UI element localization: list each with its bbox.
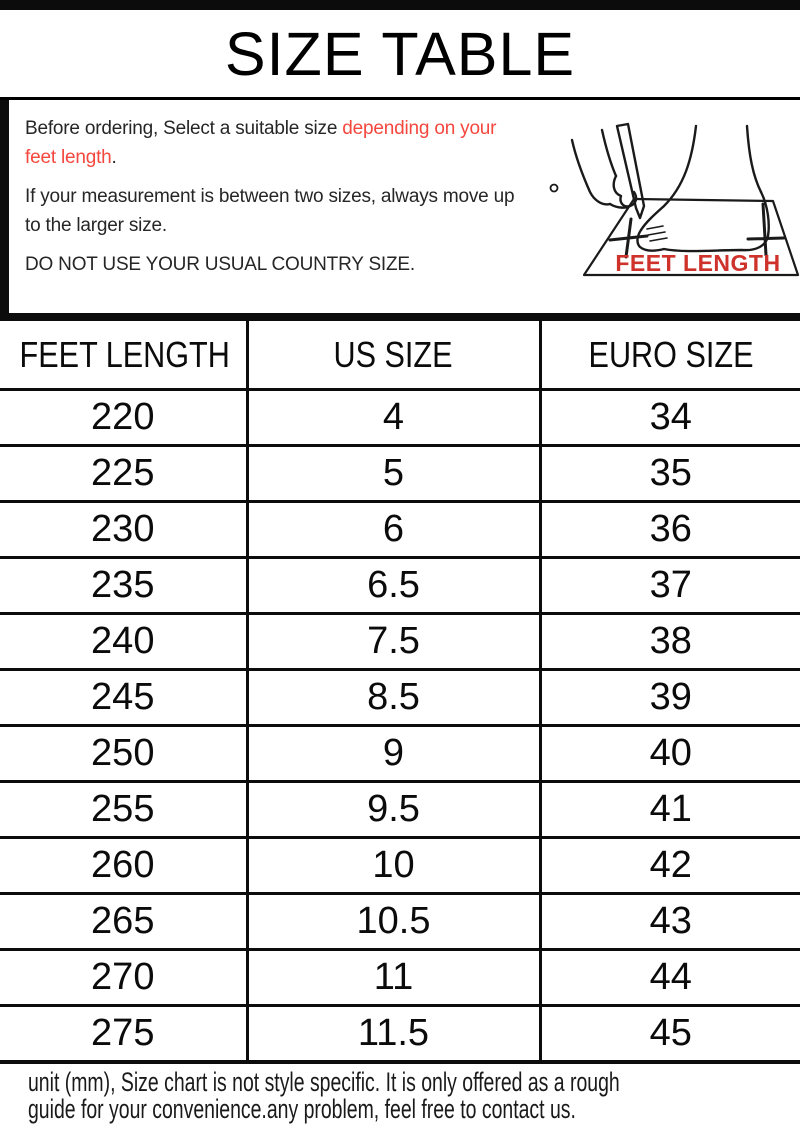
instruction-highlight: feet length xyxy=(25,147,112,168)
instruction-text: to the larger size. xyxy=(25,215,167,236)
footer-note xyxy=(0,1069,800,1123)
table-row xyxy=(0,726,800,782)
feet-length-label: FEET LENGTH xyxy=(615,250,781,276)
table-cell-feet-length: 250 xyxy=(0,726,247,782)
table-cell-us-size: 4 xyxy=(247,390,540,446)
page-title: SIZE TABLE xyxy=(224,19,576,88)
instruction-text: . xyxy=(111,147,117,168)
table-cell-euro-size: 34 xyxy=(540,390,800,446)
instructions-text xyxy=(25,114,570,289)
table-cell-euro-size: 39 xyxy=(540,670,800,726)
table-cell-us-size: 10.5 xyxy=(247,894,540,950)
table-row xyxy=(0,670,800,726)
table-row xyxy=(0,1006,800,1063)
size-table-body xyxy=(0,390,800,1063)
instruction-paragraph-1 xyxy=(25,114,570,172)
table-cell-us-size: 8.5 xyxy=(247,670,540,726)
table-cell-feet-length: 270 xyxy=(0,950,247,1006)
instructions-section xyxy=(0,100,800,313)
table-cell-us-size: 5 xyxy=(247,446,540,502)
table-cell-feet-length: 240 xyxy=(0,614,247,670)
instruction-text: Before ordering, Select a suitable size xyxy=(25,118,343,139)
footer-line-1: unit (mm), Size chart is not style specific. It is only offered as a rough xyxy=(28,1067,620,1097)
table-cell-us-size: 7.5 xyxy=(247,614,540,670)
table-row xyxy=(0,950,800,1006)
table-cell-us-size: 9 xyxy=(247,726,540,782)
table-cell-euro-size: 45 xyxy=(540,1006,800,1063)
title-block xyxy=(0,10,800,100)
table-row xyxy=(0,894,800,950)
table-cell-euro-size: 37 xyxy=(540,558,800,614)
table-cell-euro-size: 36 xyxy=(540,502,800,558)
table-cell-us-size: 10 xyxy=(247,838,540,894)
table-cell-feet-length: 235 xyxy=(0,558,247,614)
instruction-text: DO NOT USE YOUR USUAL COUNTRY SIZE. xyxy=(25,254,415,275)
foot-measure-illustration xyxy=(550,100,800,313)
table-cell-euro-size: 42 xyxy=(540,838,800,894)
table-cell-feet-length: 260 xyxy=(0,838,247,894)
instruction-paragraph-2 xyxy=(25,182,570,240)
size-table-header xyxy=(0,317,800,390)
table-cell-euro-size: 40 xyxy=(540,726,800,782)
left-accent-bar xyxy=(0,100,9,313)
table-cell-euro-size: 43 xyxy=(540,894,800,950)
table-cell-feet-length: 275 xyxy=(0,1006,247,1063)
column-header-feet-length: FEET LENGTH xyxy=(0,317,247,390)
heel-mark xyxy=(748,204,784,255)
table-cell-us-size: 6 xyxy=(247,502,540,558)
column-header-euro-size: EURO SIZE xyxy=(540,317,800,390)
table-cell-feet-length: 230 xyxy=(0,502,247,558)
table-row xyxy=(0,446,800,502)
leg-outline xyxy=(747,126,761,192)
table-row xyxy=(0,782,800,838)
table-cell-feet-length: 255 xyxy=(0,782,247,838)
table-cell-euro-size: 41 xyxy=(540,782,800,838)
table-cell-feet-length: 245 xyxy=(0,670,247,726)
table-cell-us-size: 6.5 xyxy=(247,558,540,614)
instruction-text: If your measurement is between two sizes, always move up xyxy=(25,186,515,207)
table-cell-euro-size: 44 xyxy=(540,950,800,1006)
size-table xyxy=(0,313,800,1064)
table-cell-us-size: 9.5 xyxy=(247,782,540,838)
toe-hatch xyxy=(647,226,667,241)
table-row xyxy=(0,838,800,894)
dot-mark xyxy=(551,185,558,192)
table-cell-feet-length: 225 xyxy=(0,446,247,502)
table-cell-feet-length: 265 xyxy=(0,894,247,950)
table-row xyxy=(0,558,800,614)
column-header-us-size: US SIZE xyxy=(247,317,540,390)
table-cell-us-size: 11 xyxy=(247,950,540,1006)
table-row xyxy=(0,614,800,670)
leg-outline xyxy=(641,126,696,230)
table-row xyxy=(0,502,800,558)
hand-outline xyxy=(572,140,610,204)
footer-line-2: guide for your convenience.any problem, feel free to contact us. xyxy=(28,1094,576,1124)
table-cell-euro-size: 35 xyxy=(540,446,800,502)
table-cell-euro-size: 38 xyxy=(540,614,800,670)
hand-outline xyxy=(602,130,616,176)
table-row xyxy=(0,390,800,446)
table-cell-feet-length: 220 xyxy=(91,396,155,438)
top-black-bar xyxy=(0,0,800,10)
instruction-highlight: depending on your xyxy=(342,118,497,139)
table-cell-us-size: 11.5 xyxy=(247,1006,540,1063)
instruction-paragraph-3 xyxy=(25,250,570,279)
